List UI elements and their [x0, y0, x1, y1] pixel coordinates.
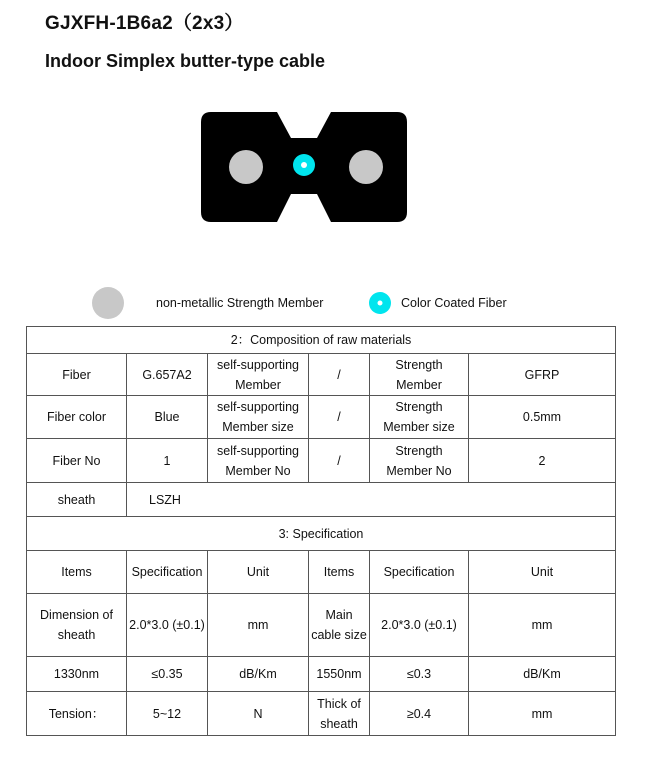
table-cell: Strength Member: [370, 354, 469, 396]
column-header: Items: [309, 551, 370, 594]
specification-header-row: [27, 551, 616, 594]
table-cell: Strength Member size: [370, 396, 469, 439]
table-cell: Thick of sheath: [309, 692, 370, 736]
table-cell: dB/Km: [469, 657, 616, 692]
strength-member-left: [229, 150, 263, 184]
table-cell: ≥0.4: [370, 692, 469, 736]
table-row: [27, 657, 616, 692]
fiber-core: [301, 162, 307, 168]
strength-member-right: [349, 150, 383, 184]
column-header: Specification: [370, 551, 469, 594]
table-cell: 1: [127, 439, 208, 483]
column-header: Specification: [127, 551, 208, 594]
cable-cross-section-diagram: [201, 112, 407, 222]
table-cell: /: [309, 439, 370, 483]
table-cell: 2: [469, 439, 616, 483]
composition-heading: 2：Composition of raw materials: [27, 327, 616, 354]
table-row: [27, 692, 616, 736]
sheath-row: [27, 483, 616, 517]
table-cell: mm: [208, 594, 309, 657]
table-cell: Tension：: [27, 692, 127, 736]
sheath-label: sheath: [27, 483, 127, 517]
table-row: [27, 439, 616, 483]
table-cell: ≤0.35: [127, 657, 208, 692]
legend-coated-fiber-label: Color Coated Fiber: [401, 296, 507, 310]
column-header: Unit: [469, 551, 616, 594]
document-title: GJXFH-1B6a2（2x3）: [45, 13, 244, 34]
table-cell: mm: [469, 594, 616, 657]
table-cell: Fiber No: [27, 439, 127, 483]
table-cell: Main cable size: [309, 594, 370, 657]
table-cell: 0.5mm: [469, 396, 616, 439]
column-header: Items: [27, 551, 127, 594]
table-cell: self-supporting Member: [208, 354, 309, 396]
table-row: [27, 354, 616, 396]
table-cell: self-supporting Member size: [208, 396, 309, 439]
strength-member-swatch-icon: [92, 287, 124, 319]
table-cell: Strength Member No: [370, 439, 469, 483]
composition-heading-row: [27, 327, 616, 354]
table-cell: 1550nm: [309, 657, 370, 692]
legend-coated-fiber: [369, 287, 507, 319]
table-cell: G.657A2: [127, 354, 208, 396]
coated-fiber-swatch-icon: [369, 292, 391, 314]
specification-heading-row: [27, 517, 616, 551]
table-cell: Dimension of sheath: [27, 594, 127, 657]
specification-heading: 3: Specification: [27, 517, 616, 551]
table-cell: /: [309, 354, 370, 396]
table-cell: /: [309, 396, 370, 439]
table-cell: mm: [469, 692, 616, 736]
table-row: [27, 396, 616, 439]
table-cell: Fiber color: [27, 396, 127, 439]
sheath-value: LSZH: [127, 483, 616, 517]
table-cell: ≤0.3: [370, 657, 469, 692]
column-header: Unit: [208, 551, 309, 594]
specification-table: [26, 326, 616, 736]
table-row: [27, 594, 616, 657]
table-cell: Fiber: [27, 354, 127, 396]
table-cell: 2.0*3.0 (±0.1): [370, 594, 469, 657]
document-subtitle: Indoor Simplex butter-type cable: [45, 51, 326, 71]
table-cell: self-supporting Member No: [208, 439, 309, 483]
table-cell: N: [208, 692, 309, 736]
table-cell: 2.0*3.0 (±0.1): [127, 594, 208, 657]
table-cell: dB/Km: [208, 657, 309, 692]
table-cell: GFRP: [469, 354, 616, 396]
legend-strength-member: [92, 287, 323, 319]
table-cell: Blue: [127, 396, 208, 439]
legend-strength-member-label: non-metallic Strength Member: [156, 296, 324, 310]
table-cell: 1330nm: [27, 657, 127, 692]
table-cell: 5~12: [127, 692, 208, 736]
